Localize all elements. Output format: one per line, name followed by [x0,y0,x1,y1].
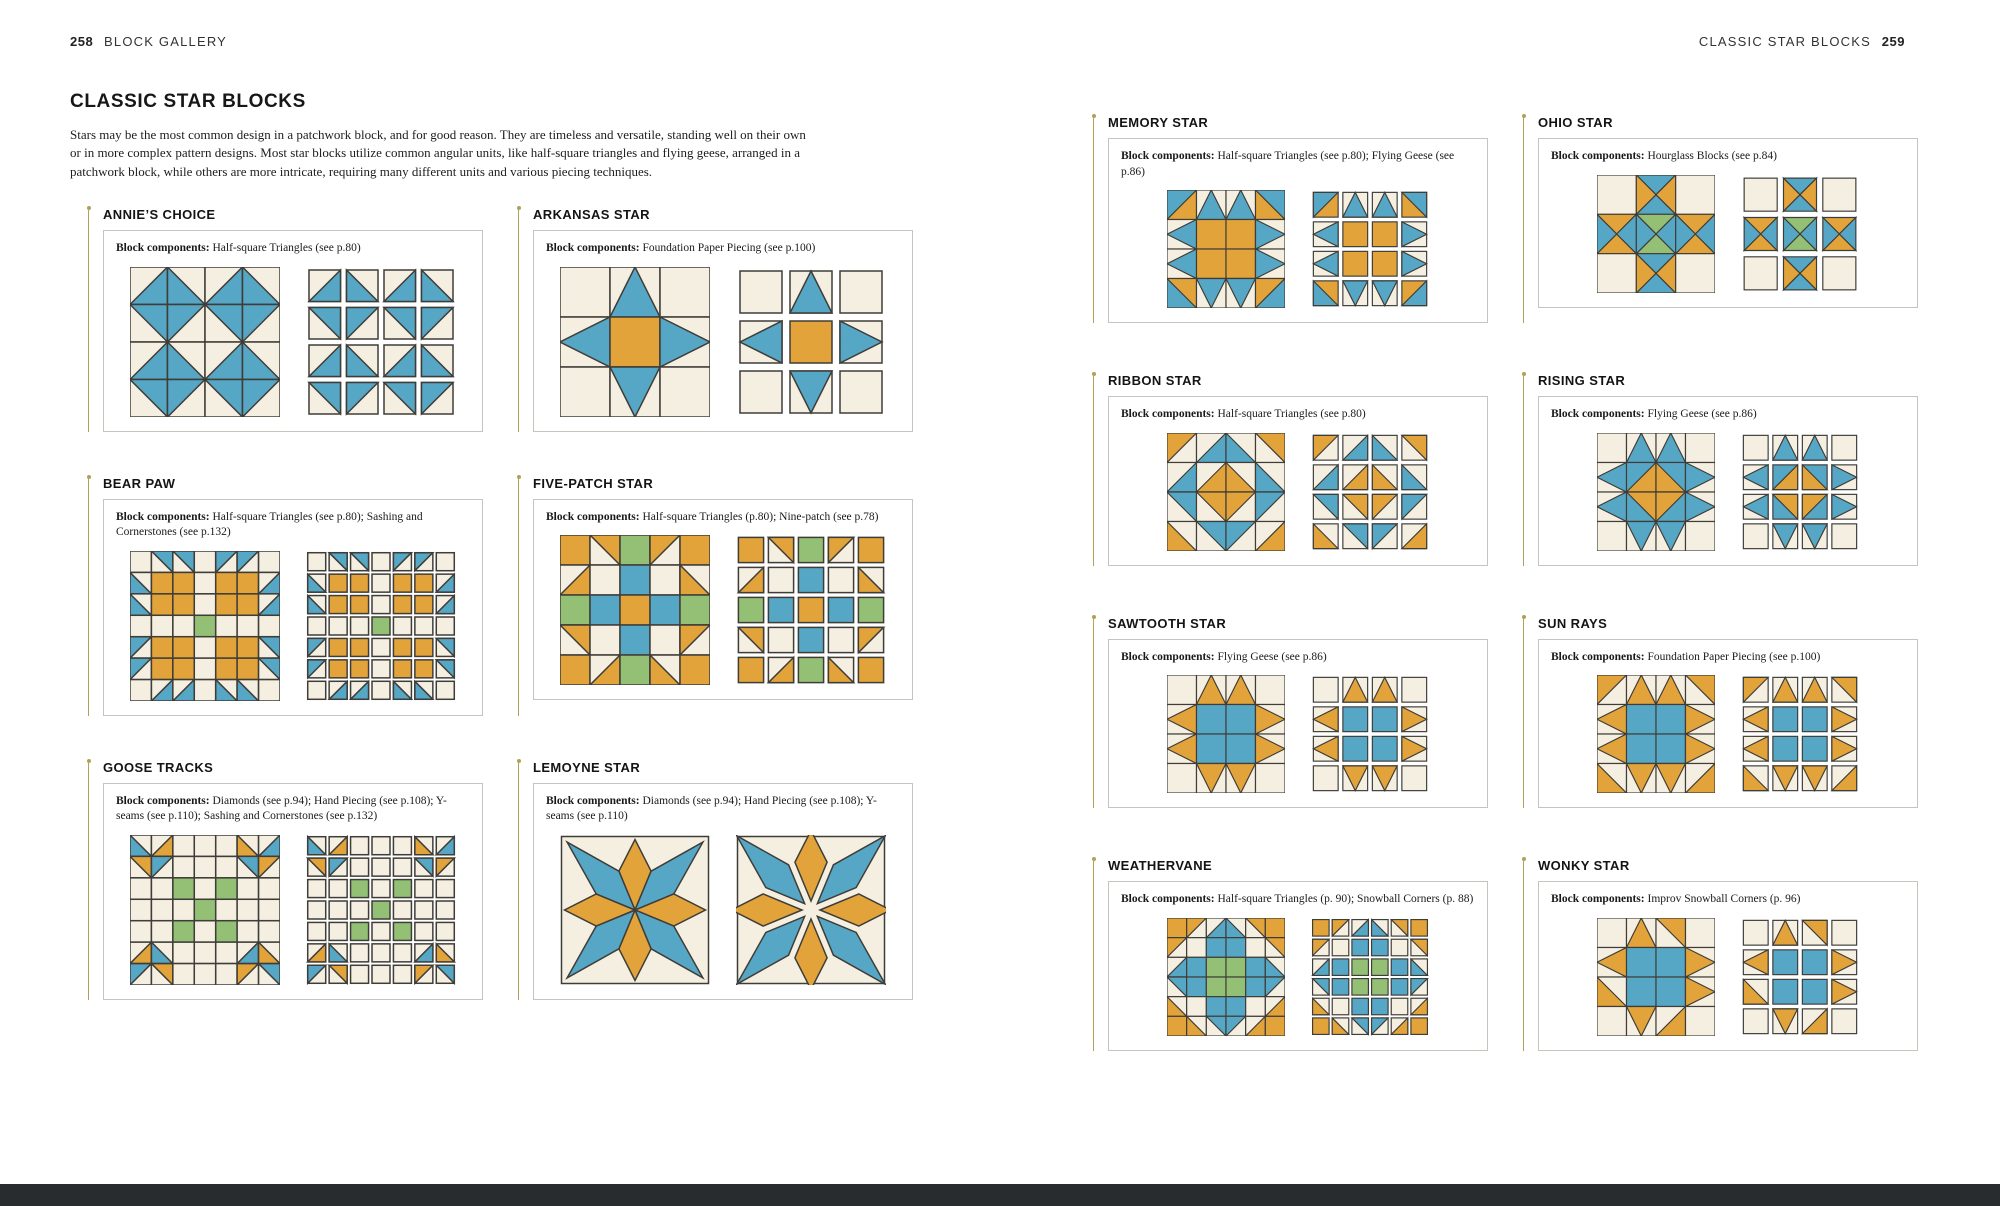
exploded-diagram [306,267,456,417]
exploded-diagram [736,835,886,985]
block-title: SAWTOOTH STAR [1108,615,1227,631]
block-grid-right [1093,115,1905,1051]
block-title: WEATHERVANE [1108,858,1213,874]
block-diagrams [1551,175,1905,293]
assembled-diagram [1597,175,1715,293]
block-title: OHIO STAR [1538,115,1613,130]
exploded-diagram [1741,175,1859,293]
block-title: ANNIE’S CHOICE [103,207,216,223]
components-text: Foundation Paper Piecing (see p.100) [642,242,816,255]
block-box [1538,396,1918,566]
section-rule [88,210,89,432]
block-card [88,760,483,1000]
assembled-diagram [130,835,280,985]
exploded-diagram [306,551,456,701]
components-label: Block components: [1121,150,1218,162]
components-text: Foundation Paper Piecing (see p.100) [1647,650,1821,663]
block-box [1108,639,1488,809]
components-label: Block components: [1551,650,1648,663]
components-text: Flying Geese (see p.86) [1647,408,1757,421]
components-label: Block components: [546,794,643,807]
block-box [103,230,483,432]
components-label: Block components: [546,510,643,523]
block-components [546,510,900,526]
block-card [1093,858,1488,1051]
components-text: Flying Geese (see p.86) [1217,650,1327,663]
chapter-title: CLASSIC STAR BLOCKS [70,91,306,112]
section-name-right: CLASSIC STAR BLOCKS [1698,34,1871,49]
assembled-diagram [130,551,280,701]
components-text: Half-square Triangles (see p.80); Flying Geese (see p.86) [1121,150,1455,178]
assembled-diagram [560,835,710,985]
components-text: Diamonds (see p.94); Hand Piecing (see p.108); Y-seams (see p.110) [546,794,877,823]
components-text: Improv Snowball Corners (p. 96) [1647,893,1801,906]
assembled-diagram [1167,190,1285,308]
block-title: SUN RAYS [1538,615,1608,631]
block-diagrams [1121,918,1475,1036]
section-rule [1093,861,1094,1051]
components-text: Half-square Triangles (see p.80); Sashing and Cornerstones (see p.132) [116,510,423,539]
components-label: Block components: [1121,408,1218,421]
exploded-diagram [1311,190,1429,308]
exploded-diagram [1741,433,1859,551]
block-components [1121,149,1475,180]
block-components [1551,650,1905,666]
components-label: Block components: [546,242,643,255]
block-components [116,794,470,825]
block-title: MEMORY STAR [1108,115,1209,130]
block-box [103,499,483,716]
exploded-diagram [736,267,886,417]
section-rule [1093,376,1094,566]
section-rule [1523,619,1524,809]
block-components [546,794,900,825]
block-components [116,241,470,257]
page-right-header [1093,34,1905,49]
page-number-left: 258 [70,34,94,49]
components-label: Block components: [116,794,213,807]
section-rule [88,763,89,1000]
block-card [1093,616,1488,809]
assembled-diagram [1167,675,1285,793]
block-box [533,783,913,1000]
block-card [88,207,483,432]
block-card [518,476,913,716]
assembled-diagram [560,267,710,417]
block-box [1538,138,1918,308]
block-components [1551,149,1905,165]
components-text: Half-square Triangles (p. 90); Snowball Corners (p. 88) [1217,893,1474,906]
block-box [1108,396,1488,566]
block-card [1093,373,1488,566]
block-title: BEAR PAW [103,475,176,491]
block-box [103,783,483,1000]
assembled-diagram [1597,433,1715,551]
assembled-diagram [1167,918,1285,1036]
components-text: Hourglass Blocks (see p.84) [1647,150,1777,162]
block-diagrams [546,535,900,685]
block-card [88,476,483,716]
block-diagrams [1551,918,1905,1036]
components-label: Block components: [1121,893,1218,906]
assembled-diagram [560,535,710,685]
block-diagrams [1551,675,1905,793]
block-card [1523,115,1918,323]
components-label: Block components: [1551,408,1648,421]
section-rule [88,479,89,716]
block-components [1551,892,1905,908]
section-rule [1093,619,1094,809]
block-diagrams [1121,675,1475,793]
section-rule [518,210,519,432]
exploded-diagram [1311,675,1429,793]
block-diagrams [1551,433,1905,551]
components-label: Block components: [116,510,213,523]
block-card [518,207,913,432]
block-card [1523,373,1918,566]
block-diagrams [116,267,470,417]
section-rule [1523,861,1524,1051]
components-label: Block components: [116,242,213,255]
assembled-diagram [1597,675,1715,793]
page-number-right: 259 [1881,34,1905,49]
page-left-header [70,34,960,49]
block-components [1121,650,1475,666]
exploded-diagram [306,835,456,985]
page-bottom-band [0,1184,2000,1206]
components-label: Block components: [1551,893,1648,906]
components-label: Block components: [1121,650,1218,663]
section-name-left: BLOCK GALLERY [104,34,228,49]
block-title: WONKY STAR [1538,858,1630,874]
page-right [1000,0,2000,1206]
block-title: LEMOYNE STAR [533,759,641,775]
exploded-diagram [1311,433,1429,551]
block-grid-left [88,207,960,1000]
block-title: RISING STAR [1538,373,1626,389]
components-text: Half-square Triangles (see p.80) [1217,408,1366,421]
section-rule [1523,376,1524,566]
block-diagrams [1121,433,1475,551]
components-text: Half-square Triangles (see p.80) [212,242,361,255]
section-rule [1523,118,1524,323]
block-title: FIVE-PATCH STAR [533,475,654,491]
exploded-diagram [1741,918,1859,1036]
chapter-intro: Stars may be the most common design in a patchwork block, and for good reason. They are timeless and versatile, standing well on their own or in more complex pattern designs. Most star blocks utilize common angular units, like half-square triangles and flying geese, arranged in a patchwork block, while others are more intricate, requiring many different units and various piecing techniques. [70,126,806,179]
block-title: ARKANSAS STAR [533,207,650,223]
components-text: Diamonds (see p.94); Hand Piecing (see p.108); Y-seams (see p.110); Sashing and Cornerstones (see p.132) [116,794,447,823]
block-diagrams [116,835,470,985]
block-card [1523,616,1918,809]
section-rule [518,479,519,716]
block-components [546,241,900,257]
assembled-diagram [1597,918,1715,1036]
section-rule [1093,118,1094,323]
block-diagrams [546,267,900,417]
components-label: Block components: [1551,150,1648,162]
block-diagrams [1121,190,1475,308]
block-components [116,510,470,541]
section-rule [518,763,519,1000]
components-text: Half-square Triangles (p.80); Nine-patch (see p.78) [642,510,879,523]
assembled-diagram [130,267,280,417]
block-components [1551,407,1905,423]
block-box [1538,639,1918,809]
block-components [1121,892,1475,908]
block-title: RIBBON STAR [1108,373,1202,389]
assembled-diagram [1167,433,1285,551]
block-diagrams [116,551,470,701]
block-box [533,499,913,701]
block-card [1523,858,1918,1051]
block-box [533,230,913,432]
exploded-diagram [1311,918,1429,1036]
block-box [1538,881,1918,1051]
exploded-diagram [736,535,886,685]
block-title: GOOSE TRACKS [103,759,214,775]
block-components [1121,407,1475,423]
block-box [1108,138,1488,323]
block-card [1093,115,1488,323]
exploded-diagram [1741,675,1859,793]
block-diagrams [546,835,900,985]
block-box [1108,881,1488,1051]
block-card [518,760,913,1000]
